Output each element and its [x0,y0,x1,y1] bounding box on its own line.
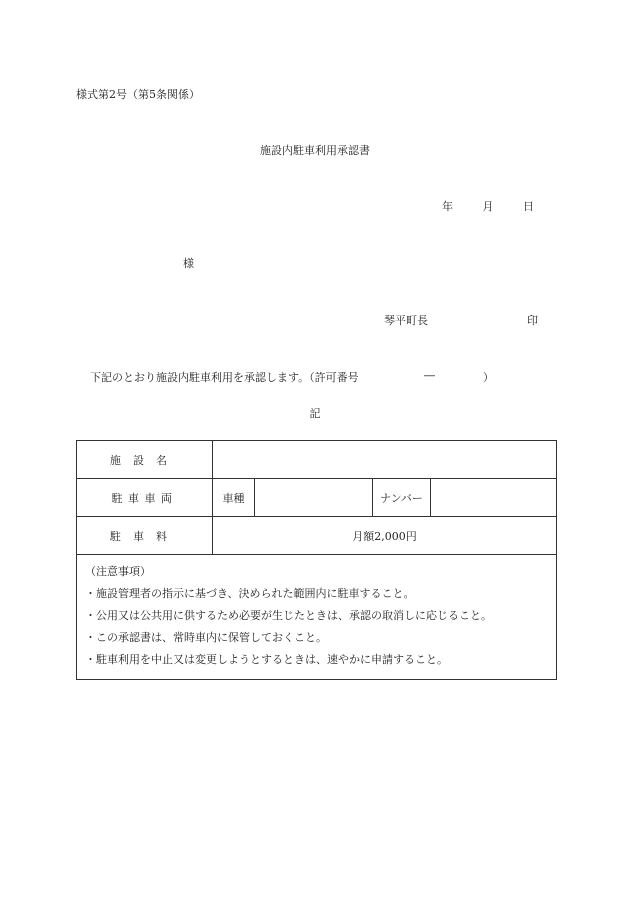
addressee-suffix: 様 [183,257,194,270]
form-number: 様式第2号（第5条関係） [76,88,200,101]
parking-fee-label: 駐車料 [77,517,213,555]
table-row-fee [77,517,557,555]
vehicle-type-label: 車種 [213,479,255,517]
notes-heading: （注意事項） [85,565,151,578]
note-item: ・施設管理者の指示に基づき、決められた範囲内に駐車すること。 [85,587,415,600]
table-row-notes [77,555,557,680]
notes-section [77,555,557,680]
plate-number-label: ナンバー [373,479,431,517]
table-row-facility [77,441,557,479]
approval-table [76,440,557,680]
date-line [442,198,534,214]
facility-name-label: 施設名 [77,441,213,479]
date-year: 年 [442,200,453,213]
issuer-name: 琴平町長 [384,314,428,327]
note-item: ・公用又は公共用に供するため必要が生じたときは、承認の取消しに応じること。 [85,609,492,622]
ki-heading: 記 [309,407,321,420]
date-month: 月 [482,200,494,213]
parked-vehicle-label: 駐車車両 [77,479,213,517]
date-day: 日 [523,200,534,213]
table-row-vehicle [77,479,557,517]
permit-number-close: ） [483,371,494,384]
parking-fee-value: 月額2,000円 [213,517,557,555]
document-title: 施設内駐車利用承認書 [260,144,370,157]
seal-mark: 印 [527,314,538,327]
facility-name-field[interactable] [213,441,557,479]
plate-number-field[interactable] [431,479,557,517]
note-item: ・駐車利用を中止又は変更しようとするときは、速やかに申請すること。 [85,653,448,666]
approval-statement: 下記のとおり施設内駐車利用を承認します。（許可番号 [90,371,359,384]
note-item: ・この承認書は、常時車内に保管しておくこと。 [85,631,327,644]
vehicle-type-field[interactable] [255,479,373,517]
permit-number-dash: ― [424,369,435,382]
